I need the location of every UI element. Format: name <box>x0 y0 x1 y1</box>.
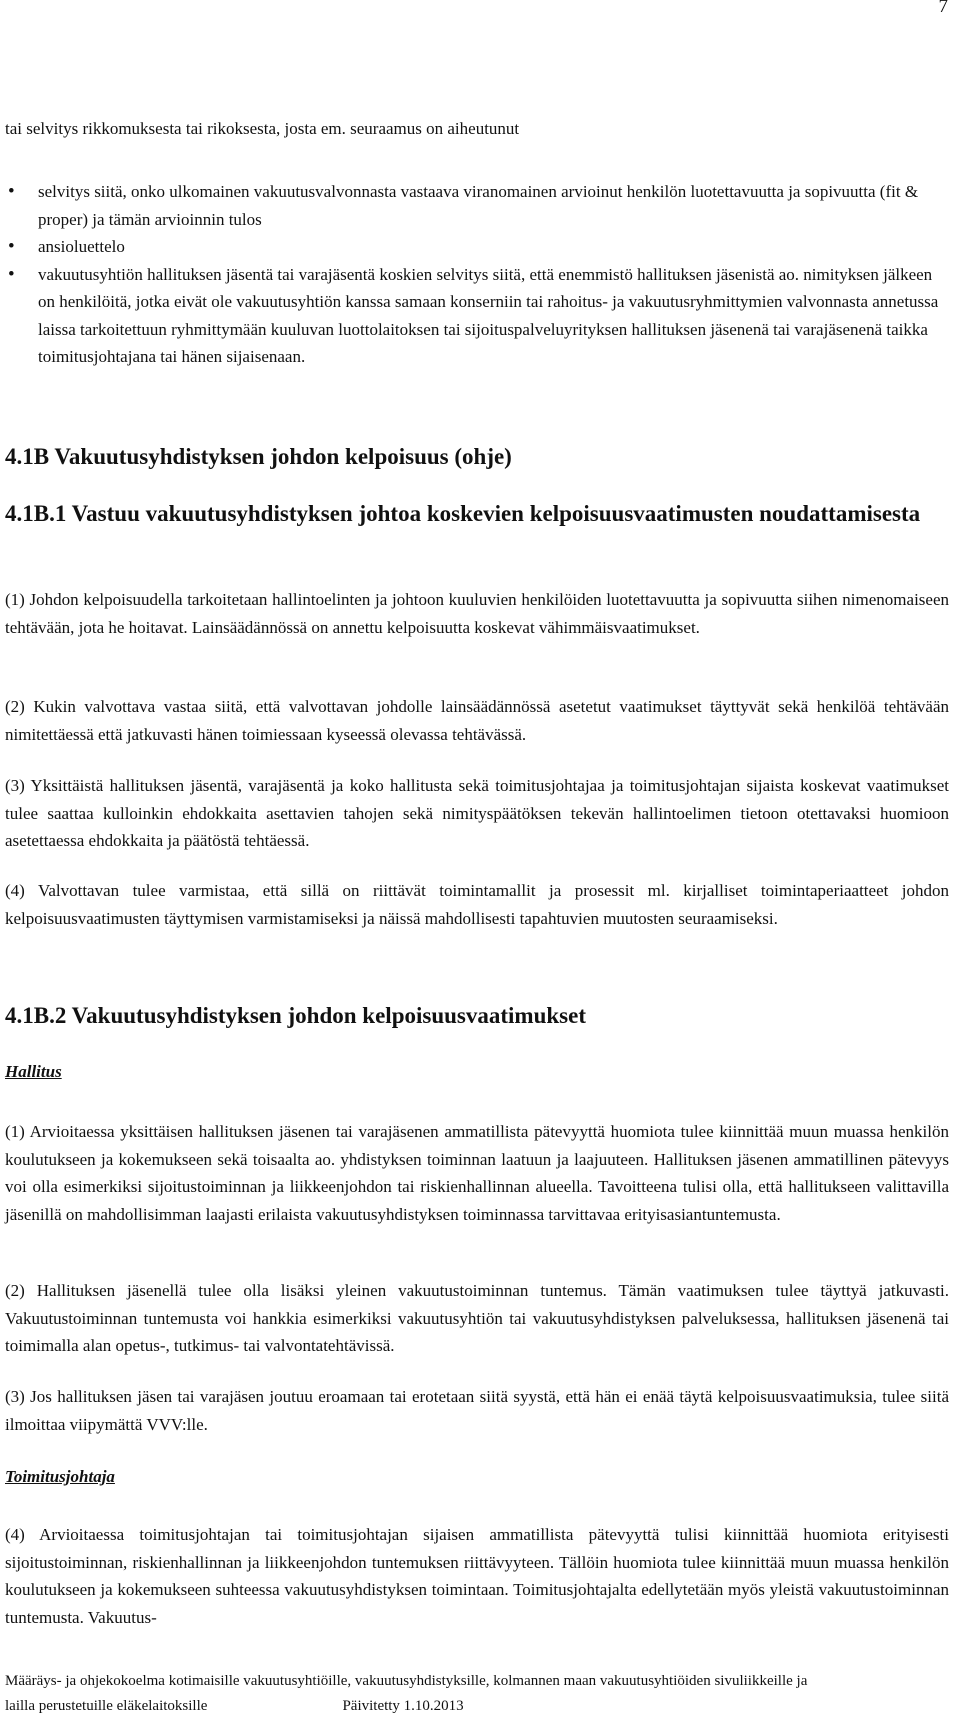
paragraph: (4) Arvioitaessa toimitusjohtajan tai toimitusjohtajan sijaisen ammatillista pätevyyttä tulisi kiinnittää huomiota erityisesti sijoitustoiminnan, riskienhallinnan ja liikkeenjohdon tuntemuksen riittävyyteen. Tällöin huomiota tulee kiinnittää muun muassa henkilön koulutukseen ja kokemukseen suhteessa vakuutusyhdistyksen toimintaan. Toimitusjohtajalta edellytetään myös yleistä vakuutustoiminnan tuntemusta. Vakuutus- <box>5 1525 949 1627</box>
subheading-hallitus: Hallitus <box>5 1062 62 1081</box>
paragraph: (2) Kukin valvottava vastaa siitä, että valvottavan johdolle lainsäädännössä asetetut vaatimukset täyttyvät sekä henkilöä tehtävään nimitettäessä että jatkuvasti hänen toimiessaan kyseessä olevassa tehtävässä. <box>5 697 949 744</box>
requirements-list <box>5 178 949 371</box>
page-footer <box>5 1669 949 1719</box>
paragraph: (2) Hallituksen jäsenellä tulee olla lisäksi yleinen vakuutustoiminnan tuntemus. Tämän vaatimuksen tulee täyttyä jatkuvasti. Vakuutustoiminnan tuntemusta voi hankkia esimerkiksi vakuutusyhtiön tai vakuutusyhdistyksen palveluksessa, hallituksen jäsenenä tai toimimalla alan opetus-, tutkimus- tai valvontatehtävissä. <box>5 1281 949 1356</box>
list-item: • selvitys siitä, onko ulkomainen vakuutusvalvonnasta vastaava viranomainen arvioinut henkilön luotettavuutta ja sopivuutta (fit & proper) ja tämän arvioinnin tulos <box>5 178 949 233</box>
subheading-toimitusjohtaja: Toimitusjohtaja <box>5 1467 115 1486</box>
footer-updated-date: Päivitetty 1.10.2013 <box>342 1698 464 1714</box>
paragraph: (3) Yksittäistä hallituksen jäsentä, varajäsentä ja koko hallitusta sekä toimitusjohtajaa ja toimitusjohtajan sijaista koskevat vaatimukset tulee saattaa kulloinkin ehdokkaita asettavien tahojen sekä nimityspäätöksen tekevän hallintoelimen tietoon otettavaksi huomioon asetettaessa ehdokkaita ja päätöstä tehtäessä. <box>5 776 949 851</box>
paragraph: (3) Jos hallituksen jäsen tai varajäsen joutuu eroamaan tai erotetaan siitä syystä, että hän ei enää täytä kelpoisuusvaatimuksia, tulee siitä ilmoittaa viipymättä VVV:lle. <box>5 1387 949 1434</box>
footer-line <box>5 1694 949 1719</box>
list-item: • vakuutusyhtiön hallituksen jäsentä tai varajäsentä koskien selvitys siitä, että enemmistö hallituksen jäsenistä ao. nimityksen jälkeen on henkilöitä, jotka eivät ole vakuutusyhtiön kanssa samaan konserniin tai rahoitus- ja vakuutusryhmittymien valvonnasta annetussa laissa tarkoitettuun ryhmittymään kuuluvan luottolaitoksen tai sijoituspalveluyrityksen hallituksen jäsenenä tai varajäsenenä taikka toimitusjohtajana tai hänen sijaisenaan. <box>5 261 949 371</box>
section-heading-4-1b-1: 4.1B.1 Vastuu vakuutusyhdistyksen johtoa koskevien kelpoisuusvaatimusten noudattamisesta <box>5 501 921 526</box>
footer-text: lailla perustetuille eläkelaitoksille <box>5 1698 208 1714</box>
section-heading-4-1b-2: 4.1B.2 Vakuutusyhdistyksen johdon kelpoisuusvaatimukset <box>5 1003 586 1028</box>
paragraph: (1) Johdon kelpoisuudella tarkoitetaan hallintoelinten ja johtoon kuuluvien henkilöiden luotettavuutta ja sopivuutta siihen nimenomaiseen tehtävään, jota he hoitavat. Lainsäädännössä on annettu kelpoisuutta koskevat vähimmäisvaatimukset. <box>5 590 949 637</box>
list-item: • ansioluettelo <box>5 233 949 261</box>
paragraph: (4) Valvottavan tulee varmistaa, että sillä on riittävät toimintamallit ja prosessit ml. kirjalliset toimintaperiaatteet johdon kelpoisuusvaatimusten täyttymisen varmistamiseksi ja näissä mahdollisesti tapahtuvien muutosten seuraamiseksi. <box>5 881 949 928</box>
continuation-line: tai selvitys rikkomuksesta tai rikoksesta, josta em. seuraamus on aiheutunut <box>5 119 520 138</box>
footer-line: Määräys- ja ohjekokoelma kotimaisille vakuutusyhtiöille, vakuutusyhdistyksille, kolmannen maan vakuutusyhtiöiden sivuliikkeille ja <box>5 1673 808 1689</box>
paragraph: (1) Arvioitaessa yksittäisen hallituksen jäsenen tai varajäsenen ammatillista pätevyyttä huomiota tulee kiinnittää muun muassa henkilön koulutukseen ja kokemukseen sekä toisaalta ao. yhdistyksen toiminnan laatuun ja laajuuteen. Hallituksen jäsenen ammatillinen pätevyys voi olla esimerkiksi sijoitustoiminnan ja liikkeenjohdon tai riskienhallinnan alueella. Tavoitteena tulisi olla, että hallitukseen valittavilla jäsenillä on mahdollisimman laajasti erilaista vakuutusyhdistyksen toiminnassa tarvittavaa erityisasiantuntemusta. <box>5 1122 949 1224</box>
page-number: 7 <box>938 0 948 17</box>
section-heading-4-1b: 4.1B Vakuutusyhdistyksen johdon kelpoisuus (ohje) <box>5 444 512 469</box>
